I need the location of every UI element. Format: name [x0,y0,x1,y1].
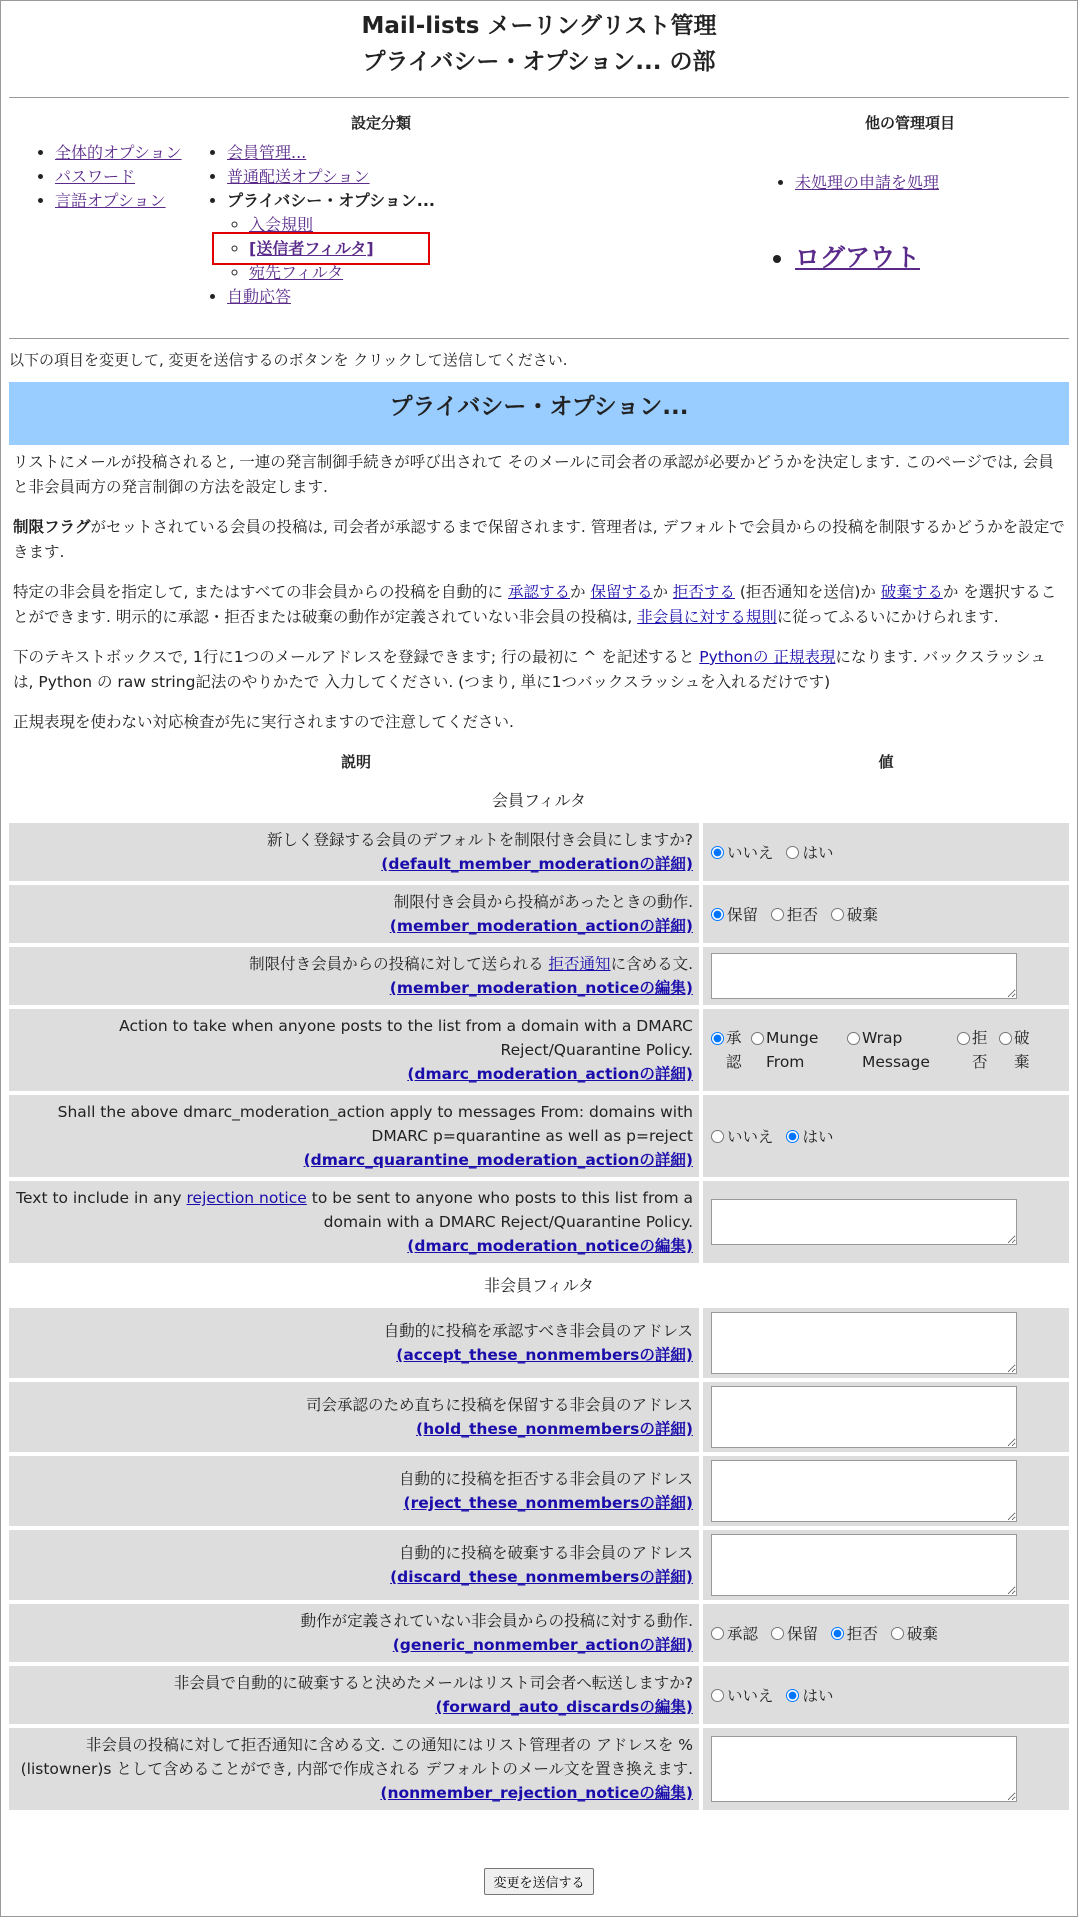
option-value [703,1009,1069,1091]
radio-label: 破棄 [906,1625,938,1643]
p4-text-b: になります. バックスラッシュは, Python の raw string記法のやりかたで 入力してください. (つまり, 単に1つバックスラッシュを入れるだけです) [13,648,1047,691]
nav-item-language[interactable] [55,189,182,213]
option-description-text: 自動的に投稿を拒否する非会員のアドレス [398,1470,693,1488]
table-header-row [9,749,1069,778]
radio-option-discard[interactable] [999,1026,1030,1074]
radio-label: はい [802,844,834,862]
categories-header: 設定分類 [351,114,412,132]
radio-label: Munge From [766,1029,819,1071]
option-description [9,823,703,881]
radio-label: 拒否 [972,1029,988,1071]
radio-yes[interactable] [786,846,799,859]
radio-option-hold[interactable] [771,1622,818,1644]
p3-text-b: か [570,583,591,601]
nav-item-pending[interactable] [795,171,939,195]
p3-text-f: に従ってふるいにかけられます. [776,608,999,626]
table-row [9,1456,1069,1526]
nav-link-sender-filter[interactable]: [送信者フィルタ] [249,239,374,258]
radio-option-discard[interactable] [831,903,878,925]
radio-option-reject[interactable] [771,903,818,925]
radio-no[interactable] [711,846,724,859]
p3-text-d: (拒否通知を送信)か [734,583,881,601]
discard-nonmembers-textarea[interactable] [711,1534,1017,1596]
radio-label: 破棄 [1014,1029,1030,1071]
radio-option-accept[interactable] [711,1622,758,1644]
radio-label: 破棄 [846,906,878,924]
option-value [703,947,1069,1005]
radio-option-hold[interactable] [711,903,758,925]
radio-accept[interactable] [711,1032,724,1045]
intro-paragraph-4 [9,640,1069,700]
dmarc-rejection-notice-link[interactable]: rejection notice [186,1189,307,1207]
nonmember-filter-section-title: 非会員フィルタ [483,1276,595,1295]
option-description-text: 制限付き会員から投稿があったときの動作. [393,893,693,911]
radio-no[interactable] [711,1130,724,1143]
column-header-description: 説明 [340,753,371,771]
member-moderation-notice-textarea[interactable] [711,953,1017,999]
desc-text-a: 制限付き会員からの投稿に対して送られる [249,955,549,973]
radio-label: 保留 [727,906,759,924]
options-table [9,745,1069,1814]
page-title [1,1,1077,80]
nav-label-privacy: プライバシー・オプション... [227,191,435,210]
intro-paragraph-1: リストにメールが投稿されると, 一連の発言制御手続きが呼び出されて そのメールに司会者の承認が必要かどうかを決定します. このページでは, 会員と非会員両方の発言制御の方法を設定します. [13,453,1054,496]
dmarc-moderation-action-details-link[interactable]: (dmarc_moderation_actionの詳細) [407,1065,693,1083]
table-row [9,1009,1069,1091]
dmarc-moderation-notice-textarea[interactable] [711,1199,1017,1245]
nav-link-autoreply[interactable]: 自動応答 [227,287,292,306]
table-row [9,1728,1069,1810]
column-header-value: 値 [878,753,894,771]
accept-link[interactable]: 承認する [507,583,570,601]
option-description-text: 非会員の投稿に対して拒否通知に含める文. この通知にはリスト管理者の アドレスを %(listowner)s として含めることができ, 内部で作成される デフォルトのメール文を置き換えます. [20,1736,693,1778]
radio-label: Wrap Message [862,1029,930,1071]
option-description-text [15,952,693,976]
nav-link-password[interactable]: パスワード [55,167,136,186]
table-row [9,1604,1069,1662]
submit-changes-button[interactable]: 変更を送信する [484,1868,593,1895]
option-value [703,1666,1069,1724]
nav-item-nondigest[interactable] [227,165,435,189]
nav-link-subscribe-rules[interactable]: 入会規則 [249,215,314,234]
radio-yes[interactable] [786,1130,799,1143]
option-description-text: 動作が定義されていない非会員からの投稿に対する動作. [300,1612,693,1630]
nav-item-password[interactable] [55,165,182,189]
accept-nonmembers-details-link[interactable]: (accept_these_nonmembersの詳細) [396,1346,693,1364]
option-description [9,947,703,1005]
option-value [703,1604,1069,1662]
instructions-text: 以下の項目を変更して, 変更を送信するのボタンを クリックして送信してください. [9,351,568,369]
option-value [703,1456,1069,1526]
default-member-moderation-details-link[interactable]: (default_member_moderationの詳細) [381,855,693,873]
page-title-line1: Mail-lists メーリングリスト管理 [361,13,717,39]
nav-logout-list [773,238,920,278]
option-value [703,885,1069,943]
nav-item-logout[interactable] [795,238,920,278]
nav-item-members[interactable] [227,141,435,165]
option-description [9,1530,703,1600]
radio-yes[interactable] [786,1689,799,1702]
section-banner: プライバシー・オプション... [9,382,1069,445]
option-description-text [15,1186,693,1234]
radio-option-no[interactable] [711,1684,774,1706]
python-regex-link[interactable]: Pythonの 正規表現 [699,648,836,666]
radio-label: はい [802,1128,834,1146]
desc-text-b: to be sent to anyone who posts to this list from a domain with a DMARC Reject/Quarantine Policy. [306,1189,693,1231]
accept-nonmembers-textarea[interactable] [711,1312,1017,1374]
radio-reject[interactable] [831,1627,844,1640]
reject-nonmembers-details-link[interactable]: (reject_these_nonmembersの詳細) [403,1494,693,1512]
radio-label: いいえ [727,1687,774,1705]
option-value [703,1181,1069,1263]
logout-link[interactable]: ログアウト [795,243,921,272]
table-row [9,947,1069,1005]
member-moderation-notice-edit-link[interactable]: (member_moderation_noticeの編集) [389,979,693,997]
other-admin-header: 他の管理項目 [865,114,956,132]
table-row [9,1095,1069,1177]
table-row [9,823,1069,881]
table-row [9,1308,1069,1378]
admin-navigation [1,98,1077,338]
nav-link-general[interactable]: 全体的オプション [55,143,182,162]
radio-option-yes[interactable] [786,1684,833,1706]
forward-auto-discards-edit-link[interactable]: (forward_auto_discardsの編集) [435,1698,693,1716]
option-description [9,1456,703,1526]
radio-option-discard[interactable] [891,1622,938,1644]
nav-link-members[interactable]: 会員管理... [227,143,307,162]
dmarc-moderation-notice-edit-link[interactable]: (dmarc_moderation_noticeの編集) [407,1237,693,1255]
desc-text-a: Text to include in any [16,1189,187,1207]
radio-label: いいえ [727,1128,774,1146]
option-value [703,1095,1069,1177]
reject-nonmembers-textarea[interactable] [711,1460,1017,1522]
option-description [9,1009,703,1091]
table-row [9,885,1069,943]
radio-label: 承認 [727,1625,759,1643]
radio-option-yes[interactable] [786,1125,833,1147]
radio-option-reject[interactable] [957,1026,988,1074]
rejection-notice-link[interactable]: 拒否通知 [548,955,611,973]
p3-text-c: か [652,583,673,601]
nav-item-autoreply[interactable] [227,285,435,309]
radio-hold[interactable] [771,1627,784,1640]
nav-column-1 [33,141,182,213]
hold-nonmembers-details-link[interactable]: (hold_these_nonmembersの詳細) [416,1420,693,1438]
reject-link[interactable]: 拒否する [672,583,735,601]
generic-nonmember-rules-link[interactable]: 非会員に対する規則 [637,608,777,626]
nav-column-2 [205,141,435,309]
option-value [703,1382,1069,1452]
option-description-text: 自動的に投稿を承認すべき非会員のアドレス [383,1322,693,1340]
radio-label: 拒否 [846,1625,878,1643]
current-section-highlight [212,232,430,265]
option-description [9,1308,703,1378]
option-description [9,1382,703,1452]
generic-nonmember-action-details-link[interactable]: (generic_nonmember_actionの詳細) [392,1636,693,1654]
radio-accept[interactable] [711,1627,724,1640]
radio-label: 承認 [726,1029,742,1071]
radio-label: 拒否 [786,906,818,924]
radio-label: 保留 [786,1625,818,1643]
radio-munge-from[interactable] [751,1032,764,1045]
option-value [703,1530,1069,1600]
radio-label: いいえ [727,844,774,862]
dmarc-quarantine-details-link[interactable]: (dmarc_quarantine_moderation_actionの詳細) [303,1151,693,1169]
option-description [9,885,703,943]
radio-reject[interactable] [957,1032,970,1045]
option-description-text: 新しく登録する会員のデフォルトを制限付き会員にしますか? [267,831,693,849]
radio-option-accept[interactable] [711,1026,742,1074]
nav-item-general[interactable] [55,141,182,165]
option-description [9,1181,703,1263]
nav-other-admin [773,171,939,195]
option-value [703,1308,1069,1378]
discard-link[interactable]: 破棄する [880,583,943,601]
option-value [703,823,1069,881]
table-row [9,1530,1069,1600]
page-title-line2: プライバシー・オプション... の部 [362,49,716,75]
hold-nonmembers-textarea[interactable] [711,1386,1017,1448]
submit-area [9,1814,1069,1895]
option-description [9,1604,703,1662]
dmarc-action-options [711,1026,1063,1074]
nonmember-rejection-notice-textarea[interactable] [711,1736,1017,1802]
radio-wrap-message[interactable] [847,1032,860,1045]
radio-hold[interactable] [711,908,724,921]
radio-discard[interactable] [831,908,844,921]
table-row [9,1666,1069,1724]
radio-reject[interactable] [771,908,784,921]
option-value [703,1728,1069,1810]
nav-link-recipient-filter[interactable]: 宛先フィルタ [249,263,344,282]
radio-option-wrap-message[interactable] [847,1026,957,1074]
radio-label: はい [802,1687,834,1705]
member-moderation-action-details-link[interactable]: (member_moderation_actionの詳細) [389,917,693,935]
intro-paragraph-2 [9,510,1069,570]
pending-requests-link[interactable]: 未処理の申請を処理 [795,173,940,192]
discard-nonmembers-details-link[interactable]: (discard_these_nonmembersの詳細) [390,1568,693,1586]
hold-link[interactable]: 保留する [590,583,653,601]
member-filter-section-title: 会員フィルタ [491,791,587,810]
radio-option-no[interactable] [711,841,774,863]
desc-text-b: に含める文. [610,955,693,973]
option-description [9,1666,703,1724]
option-description [9,1095,703,1177]
nav-link-language[interactable]: 言語オプション [55,191,166,210]
radio-discard[interactable] [891,1627,904,1640]
option-description-text: Shall the above dmarc_moderation_action apply to messages From: domains with DMARC p=quarantine as well as p=reject [57,1103,693,1145]
radio-option-no[interactable] [711,1125,774,1147]
nav-link-nondigest[interactable]: 普通配送オプション [227,167,370,186]
intro-paragraph-3 [9,575,1069,635]
table-row [9,1181,1069,1263]
p4-text-a: 下のテキストボックスで, 1行に1つのメールアドレスを登録できます; 行の最初に ^ を記述すると [13,648,700,666]
option-description-text: 非会員で自動的に破棄すると決めたメールはリスト司会者へ転送しますか? [173,1674,693,1692]
moderation-flag-term: 制限フラグ [13,518,91,536]
intro-paragraph-2-text: がセットされている会員の投稿は, 司会者が承認するまで保留されます. 管理者は, デフォルトで会員からの投稿を制限するかどうかを設定できます. [13,518,1065,561]
radio-option-munge-from[interactable] [751,1026,847,1074]
table-row [9,1382,1069,1452]
option-description-text: 司会承認のため直ちに投稿を保留する非会員のアドレス [305,1396,693,1414]
option-description-text: Action to take when anyone posts to the list from a domain with a DMARC Reject/Quarantine Policy. [119,1017,693,1059]
radio-option-yes[interactable] [786,841,833,863]
main-content [9,382,1069,1895]
radio-option-reject[interactable] [831,1622,878,1644]
p3-text-a: 特定の非会員を指定して, またはすべての非会員からの投稿を自動的に [13,583,508,601]
nonmember-rejection-notice-edit-link[interactable]: (nonmember_rejection_noticeの編集) [380,1784,693,1802]
p3-text-e: か を選択することができます. 明示的に承認・拒否または破棄の動作が定義されていない非会員の投稿は, [13,583,1057,626]
option-description-text: 自動的に投稿を破棄する非会員のアドレス [398,1544,693,1562]
intro-paragraph-5: 正規表現を使わない対応検査が先に実行されますので注意してください. [13,713,514,731]
option-description [9,1728,703,1810]
radio-no[interactable] [711,1689,724,1702]
radio-discard[interactable] [999,1032,1012,1045]
